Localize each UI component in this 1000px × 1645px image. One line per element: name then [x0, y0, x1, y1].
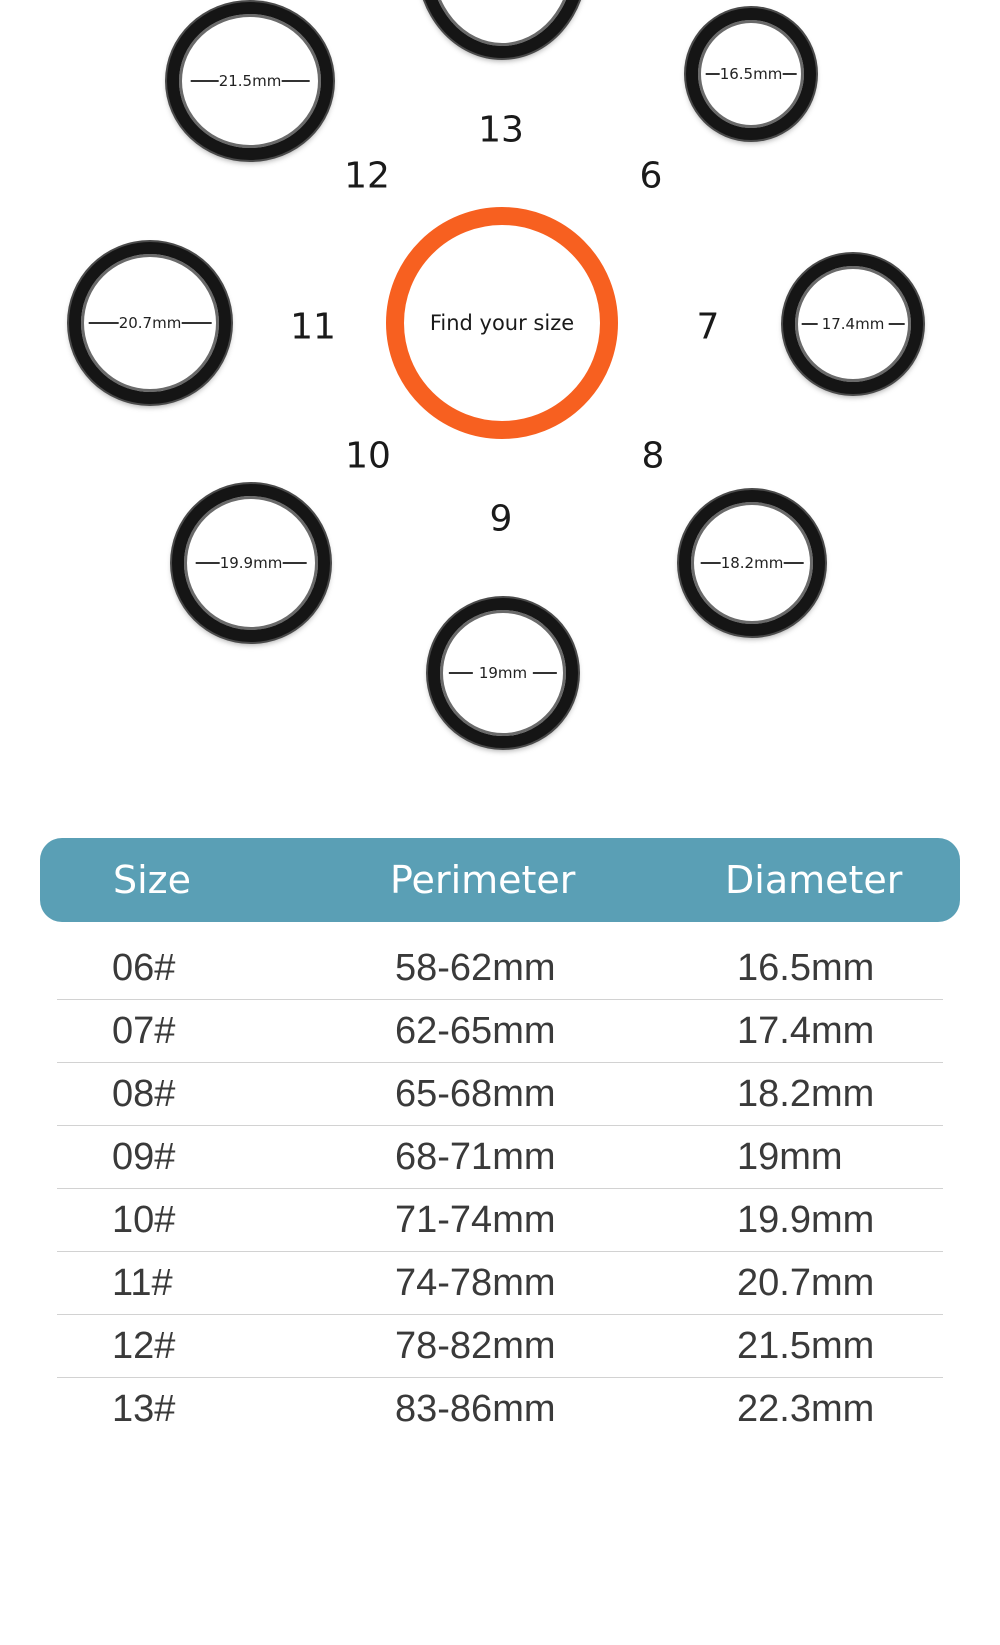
size-number-10: 10 — [345, 435, 391, 477]
cell-perimeter: 58-62mm — [395, 946, 556, 989]
cell-diameter: 19mm — [737, 1135, 843, 1178]
ring-measure-label: 17.4mm — [802, 315, 905, 333]
cell-diameter: 21.5mm — [737, 1324, 875, 1367]
size-number-8: 8 — [641, 435, 665, 477]
header-diameter: Diameter — [725, 858, 903, 902]
ring-17-4mm — [783, 254, 923, 394]
table-row — [57, 1126, 943, 1189]
cell-perimeter: 83-86mm — [395, 1387, 556, 1430]
size-number-7: 7 — [696, 306, 720, 348]
ring-19mm — [428, 598, 578, 748]
ring-size-diagram — [0, 0, 1000, 760]
cell-size: 07# — [112, 1009, 176, 1052]
size-number-12: 12 — [344, 155, 390, 197]
ring-measure-label: 19mm — [449, 664, 557, 682]
size-number-6: 6 — [639, 155, 663, 197]
table-row — [57, 1063, 943, 1126]
ring-18-2mm — [679, 490, 825, 636]
header-perimeter: Perimeter — [390, 858, 576, 902]
table-row — [57, 1000, 943, 1063]
ring-measure-label: 20.7mm — [89, 314, 212, 332]
table-row — [57, 1378, 943, 1440]
header-size: Size — [113, 858, 192, 902]
ring-21-5mm — [167, 2, 333, 160]
cell-size: 13# — [112, 1387, 176, 1430]
size-number-13: 13 — [478, 109, 524, 151]
ring-19-9mm — [172, 484, 330, 642]
cell-size: 12# — [112, 1324, 176, 1367]
cell-perimeter: 74-78mm — [395, 1261, 556, 1304]
cell-size: 08# — [112, 1072, 176, 1115]
ring-16-5mm — [686, 8, 816, 140]
table-header — [40, 838, 960, 922]
cell-diameter: 19.9mm — [737, 1198, 875, 1241]
ring-measure-label: 19.9mm — [196, 554, 307, 572]
cell-size: 06# — [112, 946, 176, 989]
table-row — [57, 1315, 943, 1378]
cell-perimeter: 65-68mm — [395, 1072, 556, 1115]
cell-size: 11# — [112, 1261, 173, 1304]
cell-diameter: 16.5mm — [737, 946, 875, 989]
find-your-size-ring — [386, 207, 618, 439]
cell-diameter: 20.7mm — [737, 1261, 875, 1304]
find-your-size-label: Find your size — [429, 311, 575, 335]
table-row — [57, 1252, 943, 1315]
cell-perimeter: 68-71mm — [395, 1135, 556, 1178]
cell-size: 10# — [112, 1198, 176, 1241]
cell-perimeter: 78-82mm — [395, 1324, 556, 1367]
ring-measure-label: 18.2mm — [701, 554, 804, 572]
cell-diameter: 17.4mm — [737, 1009, 875, 1052]
cell-size: 09# — [112, 1135, 176, 1178]
table-row — [57, 937, 943, 1000]
cell-diameter: 18.2mm — [737, 1072, 875, 1115]
ring-measure-label: 21.5mm — [191, 72, 310, 90]
cell-diameter: 22.3mm — [737, 1387, 875, 1430]
size-number-9: 9 — [489, 498, 513, 540]
size-number-11: 11 — [290, 306, 336, 348]
cell-perimeter: 71-74mm — [395, 1198, 556, 1241]
ring-top-partial — [418, 0, 586, 58]
ring-20-7mm — [69, 242, 231, 404]
table-row — [57, 1189, 943, 1252]
cell-perimeter: 62-65mm — [395, 1009, 556, 1052]
ring-measure-label: 16.5mm — [706, 65, 797, 83]
size-chart-table — [40, 838, 960, 922]
